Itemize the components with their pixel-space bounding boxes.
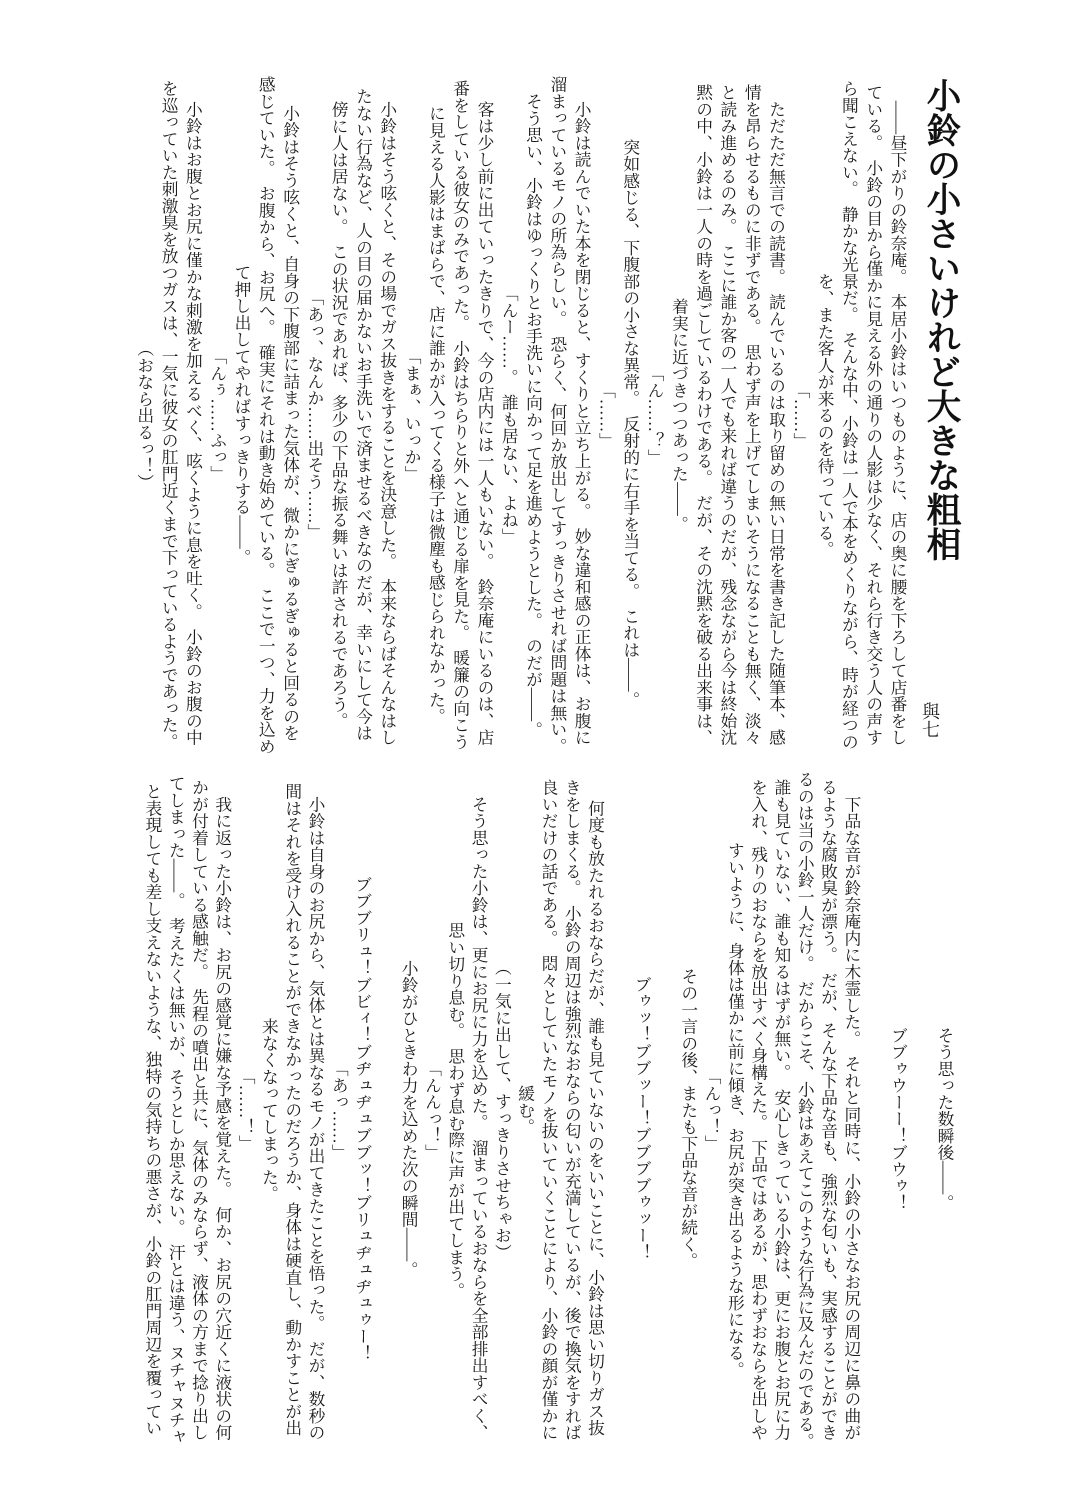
text-column: 傍に人は居ない。 この状況であれば、多少の下品な振る舞いは許されるであろう。: [329, 100, 349, 730]
text-column: 間はそれを受け入れることができなかったのだろうか、身体は硬直し、動かすことが出: [282, 783, 302, 1437]
text-column: 何度も放たれるおならだが、誰も見ていないのをいいことに、小鈴は思い切りガス抜: [585, 783, 605, 1437]
text-column: 「……」: [596, 381, 616, 449]
text-column: 着実に近づきつつあった——。: [669, 297, 689, 533]
text-column: 「……」: [790, 381, 810, 449]
text-column: 黙の中、小鈴は一人の時を過ごしているわけである。 だが、その沈黙を破る出来事は、: [693, 84, 713, 746]
text-column: てしまった——。 考えたくは無いが、そうとしか思えない。 汗とは違う、ヌチャヌチャ: [166, 775, 186, 1445]
text-column: ただただ無言での読書。 読んでいるのは取り留めの無い日常を書き記した随筆本、感: [766, 84, 786, 746]
text-column: その一言の後、またも下品な音が続く。: [678, 950, 698, 1270]
blank-line: [905, 770, 928, 1450]
blank-line: [649, 770, 672, 1450]
blank-line: [370, 770, 393, 1450]
text-column: 感じていた。 お腹から、お尻へ。 確実にそれは動き始めている。 ここで一つ、力を込め: [256, 75, 276, 755]
text-column: 「んぅ……ふっ」: [207, 348, 227, 482]
text-column: 思い切り息む。 思わず息む際に声が出てしまう。: [445, 921, 465, 1299]
blank-line: [859, 770, 882, 1450]
text-column: ブブゥウーー！ブウゥ！: [888, 1009, 908, 1211]
blank-line: [603, 770, 626, 1450]
text-column: ——昼下がりの鈴奈庵。 本居小鈴はいつものように、店の奥に腰を下ろして店番をし: [888, 84, 907, 746]
text-column: （おなら出るっ！）: [134, 339, 154, 491]
text-column: ている。 小鈴の目から僅かに見える外の通りの人影は少なく、それら行き交う人の声す: [863, 84, 883, 746]
text-column: ブゥッ！ブブッー！ブブブブゥッー！: [632, 959, 652, 1261]
text-column: 「ん……？」: [645, 364, 665, 466]
text-column: るような腐敗臭が漂う。 だが、そんな下品な音も、強烈な匂いも、実感することができ: [818, 779, 838, 1441]
lower-text-block: [137, 770, 952, 1450]
text-column: 「あっ、なんか……出そう……」: [304, 289, 324, 541]
text-column: 「……！」: [236, 1068, 256, 1152]
text-column: 「んー……。 誰も居ない、よね」: [499, 285, 519, 545]
text-column: 情を昂らせるものに非ずである。 思わず声を上げてしまいそうになることも無く、淡々: [742, 84, 762, 746]
text-column: 我に返った小鈴は、お尻の感覚に嫌な予感を覚えた。 何か、お尻の穴近くに液状の何: [212, 779, 232, 1441]
text-column: 来なくなってしまった。: [259, 1017, 279, 1203]
text-column: を巡っていた刺激臭を放つガスは、一気に彼女の肛門近くまで下っているようであった。: [159, 80, 179, 750]
text-column: 緩む。: [515, 1084, 535, 1136]
text-column: 小鈴がひときわ力を込めた次の瞬間——。: [399, 942, 419, 1278]
text-column: 溜まっているモノの所為らしい。 恐らく、何回か放出してすっきりさせれば問題は無い。: [547, 75, 567, 755]
text-column: を入れ、残りのおならを放出すべく身構えた。 下品ではあるが、思わずおならを出しや: [748, 779, 768, 1441]
text-column: 番をしている彼女のみであった。 小鈴はちらりと外へと通じる扉を見た。 暖簾の向こう: [450, 80, 470, 750]
text-column: 客は少し前に出ていったきりで、今の店内には一人もいない。 鈴奈庵にいるのは、店: [474, 84, 494, 746]
text-column: を、また客人が来るのを待っている。: [815, 272, 835, 558]
text-column: 突如感じる、下腹部の小さな異常。 反射的に右手を当てる。 これは——。: [620, 121, 640, 709]
upper-text-block: [128, 75, 906, 755]
text-column: 小鈴はそう呟くと、自身の下腹部に詰まった気体が、微かにぎゅるぎゅると回るのを: [280, 88, 300, 742]
text-column: 「んっ！」: [702, 1068, 722, 1152]
text-column: そう思い、小鈴はゆっくりとお手洗いに向かって足を進めようとした。 のだが——。: [523, 92, 543, 738]
text-column: 小鈴はそう呟くと、その場でガス抜きをすることを決意した。 本来ならばそんなはし: [377, 84, 397, 746]
text-column: たない行為など、人の目の届かないお手洗いで済ませるべきなのだが、幸いにして今は: [353, 88, 373, 742]
story-title: 小鈴の小さいけれど大きな粗相: [921, 78, 959, 561]
text-column: すいように、身体は僅かに前に傾き、お尻が突き出るような形になる。: [725, 842, 745, 1378]
text-column: そう思った小鈴は、更にお尻に力を込めた。 溜まっているおならを全部排出すべく、: [469, 779, 489, 1441]
text-column: 「まぁ、いっか」: [402, 348, 422, 482]
text-column: と表現しても差し支えないような、独特の気持ちの悪さが、小鈴の肛門周辺を覆ってい: [142, 783, 162, 1437]
text-column: 小鈴は自身のお尻から、気体とは異なるモノが出てきたことを悟った。 だが、数秒の: [305, 779, 325, 1441]
text-column: て押し出してやればすっきりする——。: [231, 264, 251, 566]
text-column: 「んんっ！」: [422, 1059, 442, 1161]
text-column: 「あっ……」: [329, 1059, 349, 1161]
text-column: 良いだけの話である。 悶々としていたモノを抜いていくことにより、小鈴の顔が僅かに: [538, 779, 558, 1441]
text-column: 下品な音が鈴奈庵内に木霊した。 それと同時に、小鈴の小さなお尻の周辺に鼻の曲が: [841, 779, 861, 1441]
text-column: 小鈴は読んでいた本を閉じると、すくりと立ち上がる。 妙な違和感の正体は、お腹に: [572, 84, 592, 746]
text-column: きをしまくる。 小鈴の周辺は強烈なおならの匂いが充満しているが、後で換気をすれば: [562, 779, 582, 1441]
text-column: （一気に出して、すっきりさせちゃお）: [492, 959, 512, 1261]
text-column: 誰も見ていない、誰も知るはずが無い。 安心しきっている小鈴は、更にお腹とお尻に力: [771, 779, 791, 1441]
author-name: 與七: [920, 702, 940, 738]
text-column: かが付着している感触だ。 先程の噴出と共に、気体のみならず、液体の方まで捻り出し: [189, 779, 209, 1441]
text-column: そう思った数瞬後——。: [935, 1009, 954, 1211]
text-column: に見える人影はまばらで、店に誰かが入ってくる様子は微塵も感じられなかった。: [426, 105, 446, 725]
text-column: ブブブリュ！ブビィ！ブヂュヂュブブッ！ブリュヂュヂュゥー！: [352, 858, 372, 1362]
text-column: ら聞こえない。 静かな光景だ。 そんな中、小鈴は一人で本をめくりながら、時が経つの: [839, 80, 859, 750]
text-column: と読み進めるのみ。 ここに誰か客の一人でも来れば違うのだが、残念ながら今は終始沈: [717, 84, 737, 746]
text-column: 小鈴はお腹とお尻に僅かな刺激を加えるべく、呟くように息を吐く。 小鈴のお腹の中: [183, 84, 203, 746]
text-column: るのは当の小鈴一人だけ。 だからこそ、小鈴はあえてこのような行為に及んだのである。: [795, 770, 815, 1450]
